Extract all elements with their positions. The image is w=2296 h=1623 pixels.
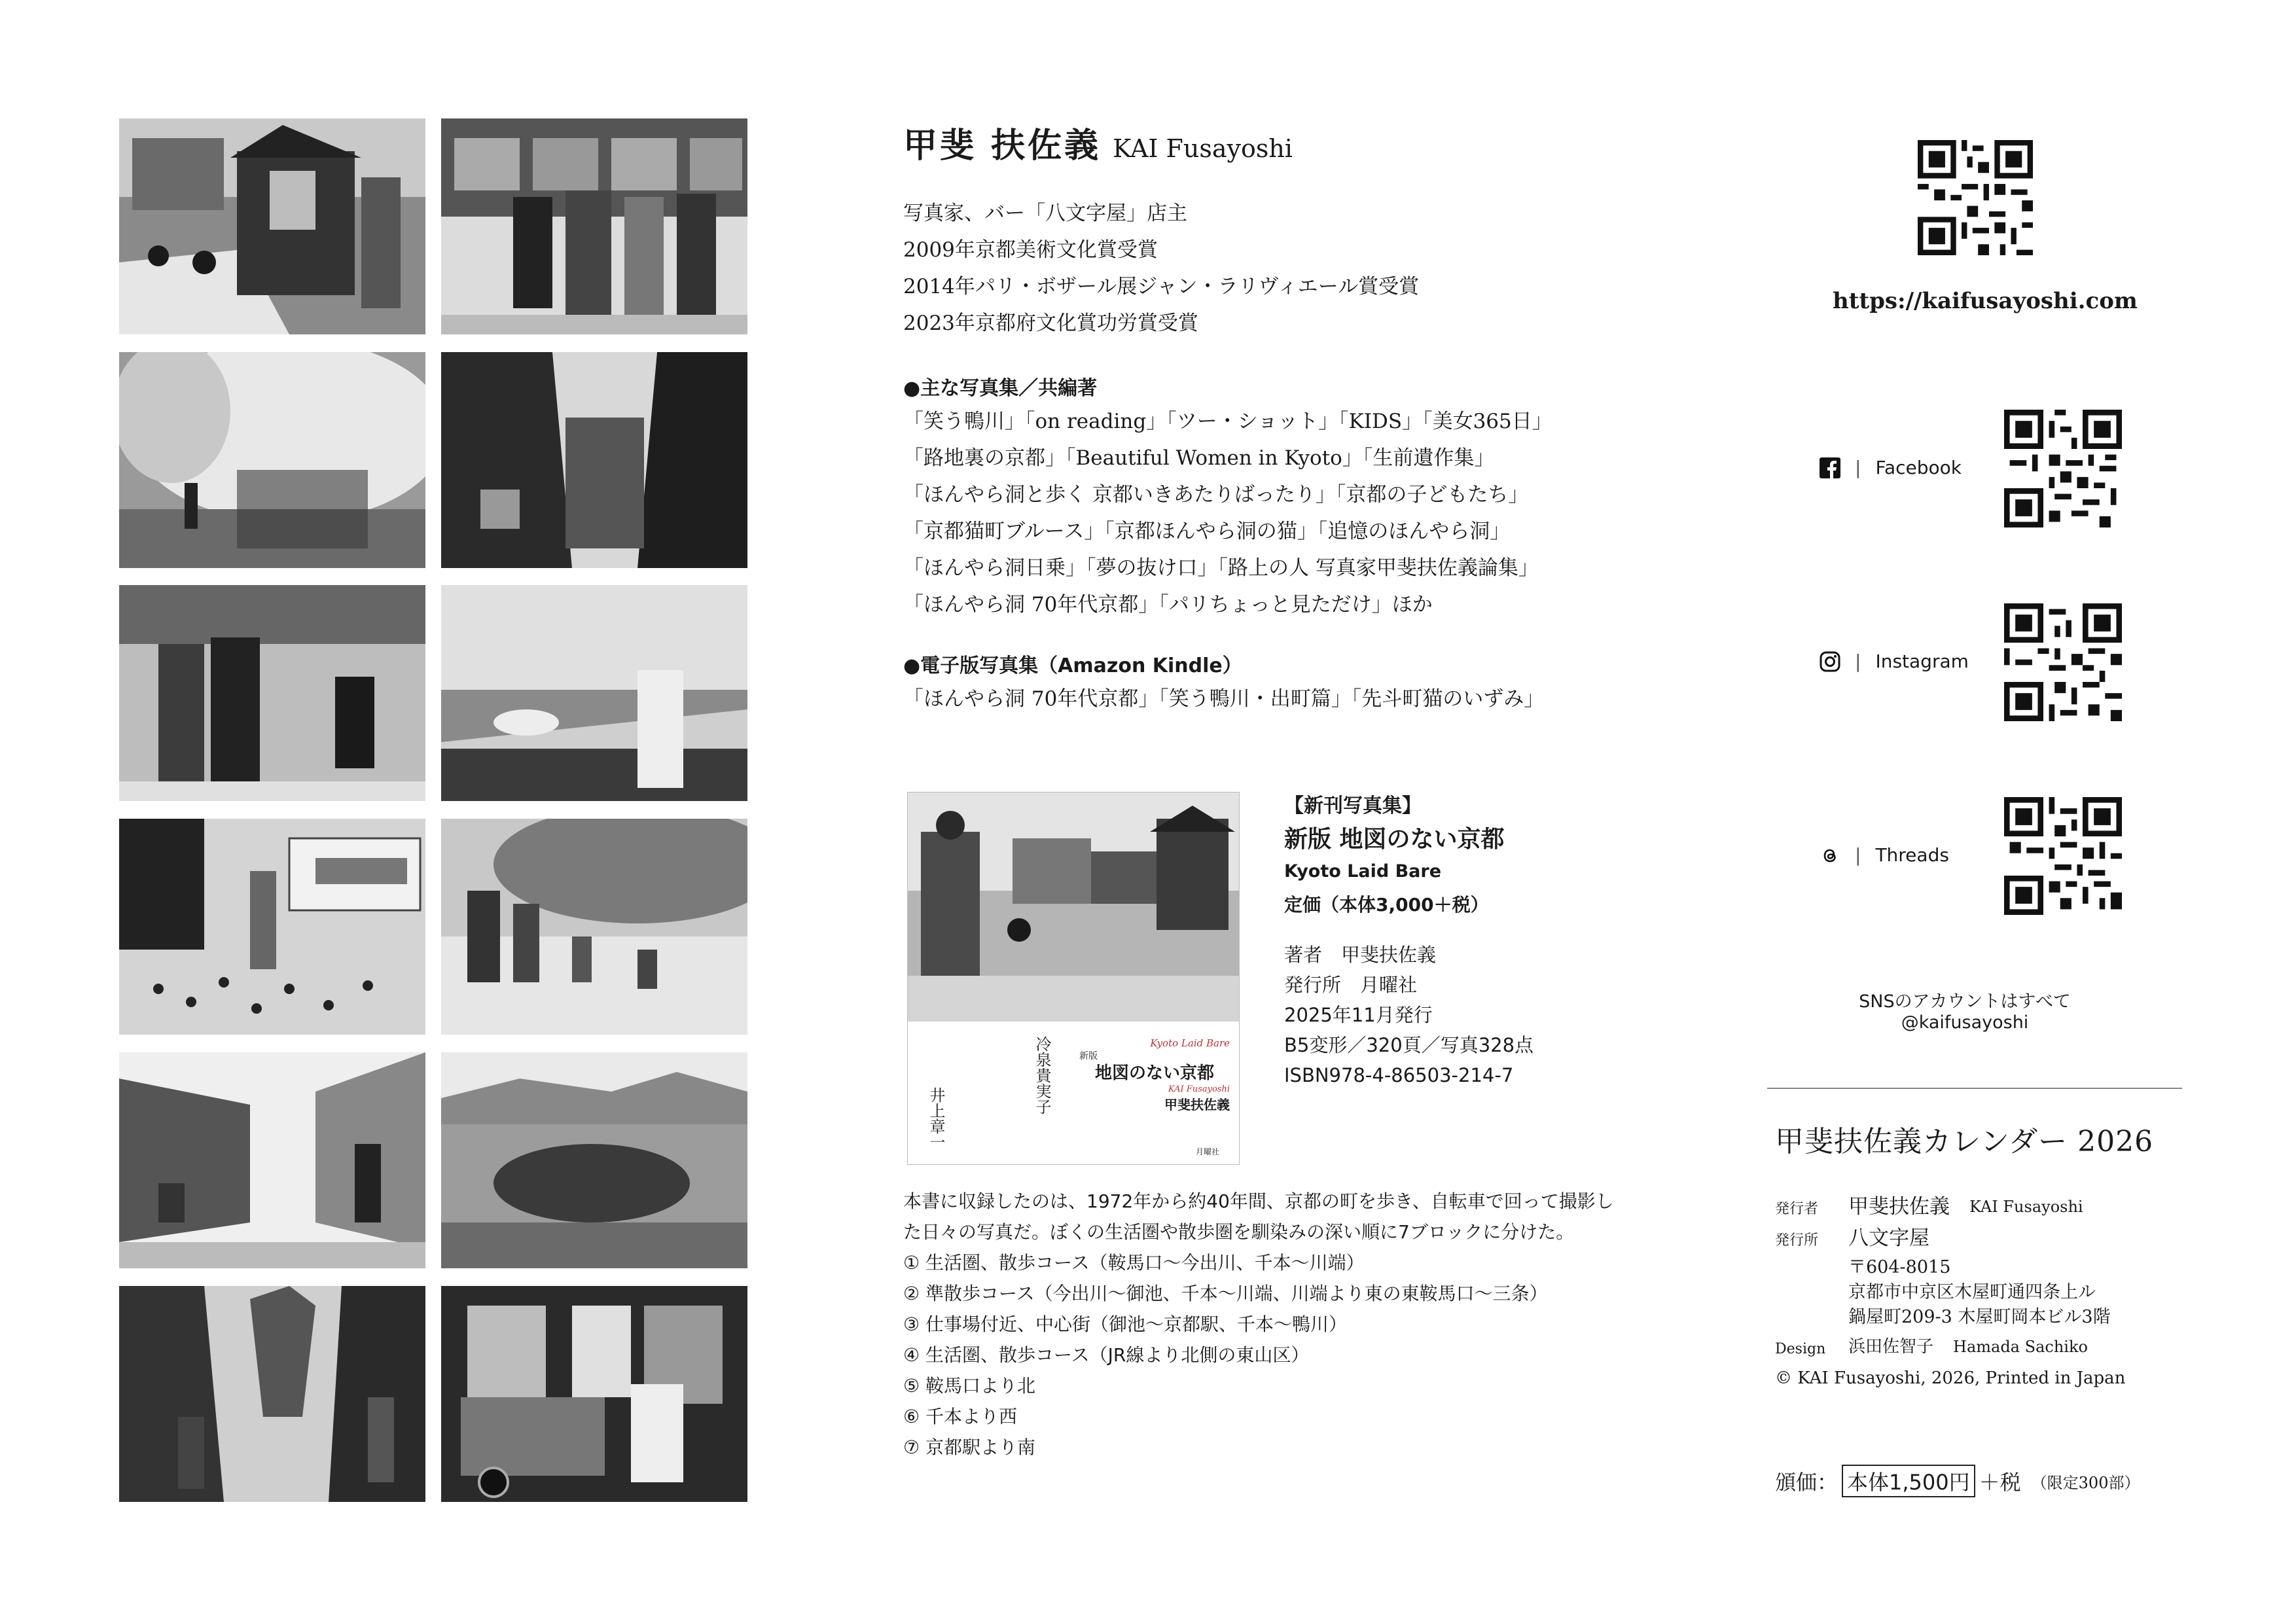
sns-row-instagram[interactable] bbox=[1820, 651, 1969, 672]
calendar-title: 甲斐扶佐義カレンダー 2026 bbox=[1775, 1125, 2154, 1158]
office-name: 八文字屋 bbox=[1848, 1226, 1929, 1250]
books-line: 「京都猫町ブルース」「京都ほんやら洞の猫」「追憶のほんやら洞」 bbox=[903, 520, 1511, 543]
books-list bbox=[903, 403, 1552, 623]
price-base: 本体1,500円 bbox=[1842, 1465, 1975, 1497]
books-line: 「ほんやら洞と歩く 京都いきあたりばったり」「京都の子どもたち」 bbox=[903, 483, 1529, 507]
bio-line: 2023年京都府文化賞功労賞受賞 bbox=[903, 312, 1198, 335]
threads-icon bbox=[1820, 845, 1840, 866]
new-book-info bbox=[1284, 791, 1534, 1090]
cover-edition: 新版 bbox=[1079, 1051, 1098, 1061]
description-blocks bbox=[903, 1247, 1630, 1463]
copyright: © KAI Fusayoshi, 2026, Printed in Japan bbox=[1775, 1368, 2126, 1388]
instagram-icon bbox=[1820, 651, 1840, 672]
books-line: 「笑う鴨川」「on reading」「ツー・ショット」「KIDS」「美女365日」 bbox=[903, 410, 1552, 433]
photo-street-shrine bbox=[119, 118, 425, 334]
photo-bus-crowd bbox=[441, 118, 747, 334]
postal-code: 〒604-8015 bbox=[1848, 1257, 1951, 1277]
description-block: ④ 生活圏、散歩コース（JR線より北側の東山区） bbox=[903, 1344, 1310, 1366]
instagram-qr-code[interactable] bbox=[2004, 603, 2122, 721]
new-book-detail: 2025年11月発行 bbox=[1284, 1004, 1433, 1026]
photo-narrow-alley bbox=[441, 352, 747, 568]
facebook-icon bbox=[1820, 457, 1840, 478]
colophon bbox=[1775, 1192, 2125, 1393]
bio-line: 写真家、バー「八文字屋」店主 bbox=[903, 202, 1187, 225]
colophon-office bbox=[1775, 1224, 2125, 1255]
description-block: ② 準散歩コース（今出川〜御池、千本〜川端、川端より東の東鞍馬口〜三条） bbox=[903, 1283, 1548, 1304]
books-line: 「路地裏の京都」「Beautiful Women in Kyoto」「生前遺作集」 bbox=[903, 446, 1495, 470]
description-block: ⑦ 京都駅より南 bbox=[903, 1436, 1036, 1458]
sns-label-instagram: Instagram bbox=[1875, 651, 1969, 672]
new-book-price: 定価（本体3,000＋税） bbox=[1284, 894, 1489, 916]
cover-publisher: 月曜社 bbox=[1196, 1147, 1220, 1156]
cover-title-block bbox=[1079, 1037, 1230, 1113]
sns-label-facebook: Facebook bbox=[1875, 457, 1962, 478]
sns-note: SNSのアカウントはすべて @kaifusayoshi bbox=[1859, 991, 2071, 1033]
description-block: ⑥ 千本より西 bbox=[903, 1406, 1018, 1427]
sns-label-threads: Threads bbox=[1875, 844, 1949, 866]
new-book-detail: B5変形／320頁／写真328点 bbox=[1284, 1034, 1534, 1056]
photo-shopfront-cart bbox=[441, 1286, 747, 1502]
photo-grid bbox=[119, 118, 747, 1503]
calendar-price bbox=[1775, 1465, 2140, 1497]
threads-qr-code[interactable] bbox=[2004, 797, 2122, 915]
price-label: 頒価： bbox=[1775, 1470, 1839, 1495]
photo-women-kimono bbox=[119, 585, 425, 801]
new-book-detail: 著者 甲斐扶佐義 bbox=[1284, 944, 1437, 966]
description-block: ③ 仕事場付近、中心街（御池〜京都駅、千本〜鴨川） bbox=[903, 1313, 1348, 1335]
new-book-tag: 【新刊写真集】 bbox=[1284, 794, 1422, 817]
office-address bbox=[1848, 1255, 2125, 1330]
book-description bbox=[903, 1186, 1630, 1463]
photo-willow-tree bbox=[119, 352, 425, 568]
colophon-publisher bbox=[1775, 1192, 2125, 1224]
description-paragraph: 本書に収録したのは、1972年から約40年間、京都の町を歩き、自転車で回って撮影した日々の写真だ。ぼくの生活圏や散歩圏を馴染みの深い順に7ブロックに分けた。 bbox=[903, 1190, 1614, 1243]
bio-line: 2009年京都美術文化賞受賞 bbox=[903, 238, 1158, 262]
ebooks-list bbox=[903, 681, 1544, 717]
author-name bbox=[903, 118, 1293, 167]
address-line: 京都市中京区木屋町通四条上ル bbox=[1848, 1282, 2096, 1302]
new-book-title-en: Kyoto Laid Bare bbox=[1284, 861, 1442, 882]
author-bio bbox=[903, 195, 1419, 342]
books-heading: ●主な写真集／共編著 bbox=[903, 377, 1098, 400]
new-book-cover bbox=[907, 792, 1240, 1165]
cover-author: 甲斐扶佐義 bbox=[1164, 1097, 1230, 1113]
colophon-label: 発行所 bbox=[1775, 1232, 1819, 1249]
ebooks-line: 「ほんやら洞 70年代京都」「笑う鴨川・出町篇」「先斗町猫のいずみ」 bbox=[903, 687, 1545, 711]
address-line: 鍋屋町209-3 木屋町岡本ビル3階 bbox=[1848, 1307, 2111, 1327]
separator: | bbox=[1855, 844, 1861, 866]
designer-name-en: Hamada Sachiko bbox=[1953, 1338, 2088, 1356]
photo-river-children bbox=[441, 819, 747, 1035]
photo-pigeons-van bbox=[119, 819, 425, 1035]
cover-blurb-inoue: 井上章一 bbox=[927, 1087, 945, 1150]
description-block: ① 生活圏、散歩コース（鞍馬口〜今出川、千本〜川端） bbox=[903, 1252, 1365, 1274]
cover-blurb-reizei: 冷泉貴実子 bbox=[1033, 1036, 1051, 1115]
colophon-design bbox=[1775, 1332, 2125, 1364]
separator: | bbox=[1855, 457, 1861, 478]
description-block: ⑤ 鞍馬口より北 bbox=[903, 1375, 1036, 1397]
new-book-detail: ISBN978-4-86503-214-7 bbox=[1284, 1064, 1514, 1086]
new-book-detail: 発行所 月曜社 bbox=[1284, 974, 1418, 996]
publisher-name: 甲斐扶佐義 bbox=[1848, 1195, 1950, 1219]
cover-title: 地図のない京都 bbox=[1094, 1063, 1214, 1083]
author-name-en: KAI Fusayoshi bbox=[1113, 134, 1293, 163]
new-book-title: 新版 地図のない京都 bbox=[1284, 826, 1505, 853]
website-qr-code[interactable] bbox=[1918, 140, 2033, 255]
author-name-jp: 甲斐 扶佐義 bbox=[903, 126, 1102, 166]
website-url[interactable]: https://kaifusayoshi.com bbox=[1833, 288, 2138, 314]
photo-quiet-street bbox=[119, 1052, 425, 1268]
cover-author-en: KAI Fusayoshi bbox=[1168, 1084, 1230, 1094]
divider bbox=[1767, 1088, 2182, 1089]
facebook-qr-code[interactable] bbox=[2004, 410, 2122, 527]
separator: | bbox=[1855, 651, 1861, 672]
bio-line: 2014年パリ・ボザール展ジャン・ラリヴィエール賞受賞 bbox=[903, 275, 1420, 298]
photo-cat-bridge bbox=[441, 585, 747, 801]
books-line: 「ほんやら洞日乗」「夢の抜け口」「路上の人 写真家甲斐扶佐義論集」 bbox=[903, 556, 1539, 580]
books-line: 「ほんやら洞 70年代京都」「パリちょっと見ただけ」ほか bbox=[903, 593, 1433, 616]
photo-pagoda-slope bbox=[119, 1286, 425, 1502]
photo-city-panorama bbox=[441, 1052, 747, 1268]
sns-row-threads[interactable] bbox=[1820, 844, 1949, 866]
colophon-label: 発行者 bbox=[1775, 1201, 1819, 1217]
designer-name: 浜田佐智子 bbox=[1848, 1337, 1934, 1357]
ebooks-heading: ●電子版写真集（Amazon Kindle） bbox=[903, 654, 1242, 677]
price-limited: （限定300部） bbox=[2031, 1473, 2140, 1492]
new-book-details bbox=[1284, 940, 1534, 1090]
price-tax: ＋税 bbox=[1979, 1470, 2021, 1495]
cover-title-en: Kyoto Laid Bare bbox=[1150, 1037, 1230, 1049]
sns-row-facebook[interactable] bbox=[1820, 457, 1962, 478]
colophon-label: Design bbox=[1775, 1341, 1826, 1357]
publisher-name-en: KAI Fusayoshi bbox=[1969, 1198, 2083, 1216]
